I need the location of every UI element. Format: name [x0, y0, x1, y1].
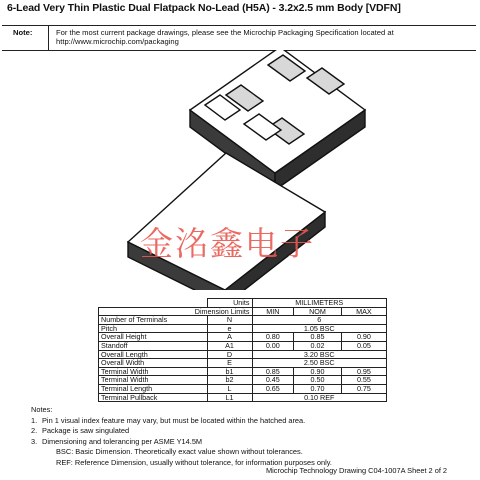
col-min-header: MIN [252, 307, 294, 316]
dimension-name: Overall Width [99, 359, 208, 368]
dimension-max: 0.90 [341, 333, 386, 342]
dimension-value: 0.10 REF [252, 393, 387, 402]
dimension-value: 6 [252, 316, 387, 325]
col-max-header: MAX [341, 307, 386, 316]
note-2-text: Package is saw singulated [42, 426, 130, 435]
dimension-symbol: N [207, 316, 252, 325]
table-row [99, 359, 387, 368]
dimension-symbol: L1 [207, 393, 252, 402]
dimensions-table [98, 298, 387, 402]
dimension-value: 2.50 BSC [252, 359, 387, 368]
note-1-text: Pin 1 visual index feature may vary, but must be located within the hatched area. [42, 415, 306, 425]
note-label: Note: [13, 28, 33, 37]
dimension-symbol: b1 [207, 367, 252, 376]
dimension-nom: 0.70 [294, 384, 342, 393]
limits-label: Dimension Limits [99, 307, 253, 316]
notes-heading: Notes: [31, 405, 53, 414]
units-label: Units [207, 299, 252, 308]
dimension-max: 0.95 [341, 367, 386, 376]
note-url-link[interactable]: http://www.microchip.com/packaging [56, 37, 179, 46]
dimension-name: Number of Terminals [99, 316, 208, 325]
dimension-max: 0.75 [341, 384, 386, 393]
note-3 [31, 437, 332, 448]
table-row [99, 341, 387, 350]
dimension-value: 3.20 BSC [252, 350, 387, 359]
dimension-nom: 0.02 [294, 341, 342, 350]
dimension-max: 0.55 [341, 376, 386, 385]
note-2-num: 2. [31, 426, 38, 435]
dimension-name: Terminal Pullback [99, 393, 208, 402]
dimension-name: Overall Height [99, 333, 208, 342]
dimension-name: Terminal Width [99, 376, 208, 385]
watermark-text: 金洺鑫电子 [140, 224, 315, 263]
dimension-name: Terminal Length [99, 384, 208, 393]
dimension-min: 0.45 [252, 376, 294, 385]
dimension-symbol: A1 [207, 341, 252, 350]
dimension-min: 0.65 [252, 384, 294, 393]
table-row [99, 333, 387, 342]
note-ref: REF: Reference Dimension, usually without tolerance, for information purposes only. [56, 457, 332, 467]
drawing-title: 6-Lead Very Thin Plastic Dual Flatpack No-Lead (H5A) - 3.2x2.5 mm Body [VDFN] [7, 2, 401, 14]
dimension-name: Standoff [99, 341, 208, 350]
dimension-nom: 0.85 [294, 333, 342, 342]
dimension-symbol: L [207, 384, 252, 393]
dimension-min: 0.85 [252, 367, 294, 376]
note-box [2, 25, 476, 51]
note-1-num: 1. [31, 415, 38, 425]
dimension-name: Overall Length [99, 350, 208, 359]
col-nom-header: NOM [294, 307, 342, 316]
table-row [99, 316, 387, 325]
note-divider [48, 26, 49, 50]
note-line-1: For the most current package drawings, please see the Microchip Packaging Specification located at [56, 28, 394, 37]
note-bsc: BSC: Basic Dimension. Theoretically exact value shown without tolerances. [56, 447, 303, 456]
table-row [99, 393, 387, 402]
dimension-symbol: E [207, 359, 252, 368]
drawing-footer: Microchip Technology Drawing C04-1007A Sheet 2 of 2 [266, 466, 448, 475]
dimension-nom: 0.90 [294, 367, 342, 376]
dimension-symbol: A [207, 333, 252, 342]
table-row [99, 384, 387, 393]
dimension-symbol: b2 [207, 376, 252, 385]
dimension-name: Pitch [99, 324, 208, 333]
note-3-num: 3. [31, 436, 38, 446]
dimension-nom: 0.50 [294, 376, 342, 385]
dimension-name: Terminal Width [99, 367, 208, 376]
note-3-text: Dimensioning and tolerancing per ASME Y14.5M [42, 436, 203, 446]
dimension-min: 0.00 [252, 341, 294, 350]
dimension-symbol: e [207, 324, 252, 333]
table-units-row [99, 299, 387, 308]
notes-section [31, 405, 332, 468]
dimension-symbol: D [207, 350, 252, 359]
note-1 [31, 416, 332, 427]
note-text [56, 28, 466, 46]
dimension-value: 1.05 BSC [252, 324, 387, 333]
units-value: MILLIMETERS [252, 299, 387, 308]
dimension-min: 0.80 [252, 333, 294, 342]
dimension-max: 0.05 [341, 341, 386, 350]
note-2 [31, 426, 332, 437]
